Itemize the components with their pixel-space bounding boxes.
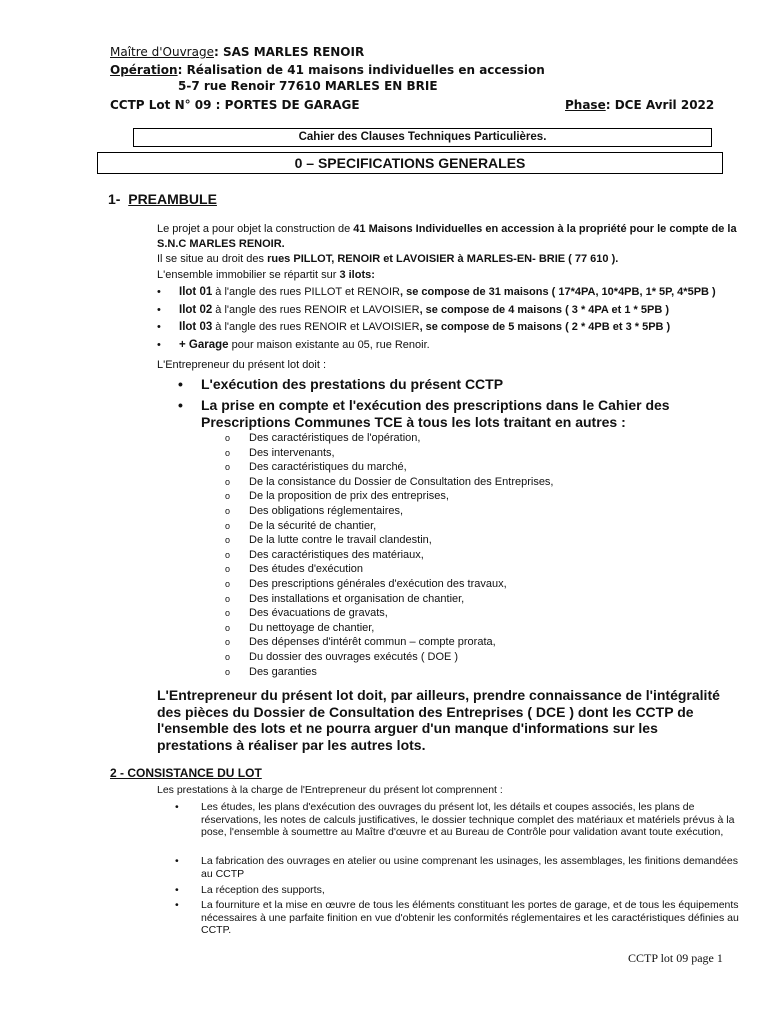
ilot-desc: à l'angle des rues PILLOT et RENOIR — [212, 286, 400, 298]
bullet-icon: • — [178, 376, 183, 392]
split-prefix: L'ensemble immobilier se répartit sur — [157, 269, 340, 281]
circle-bullet-icon: o — [225, 549, 231, 560]
mo-label: Maître d'Ouvrage — [110, 45, 214, 59]
split-bold: 3 ilots: — [339, 269, 375, 281]
header-address: 5-7 rue Renoir 77610 MARLES EN BRIE — [178, 79, 438, 93]
section1-title: PREAMBULE — [128, 191, 217, 207]
circle-bullet-icon: o — [225, 476, 231, 487]
list-item — [175, 884, 745, 897]
sub-item-text: Des installations et organisation de chantier, — [249, 592, 465, 605]
cahier-title: Cahier des Clauses Techniques Particulières. — [133, 128, 712, 147]
circle-bullet-icon: o — [225, 608, 231, 619]
bullet-icon: • — [175, 884, 179, 896]
circle-bullet-icon: o — [225, 652, 231, 662]
section1-heading — [108, 191, 217, 207]
list-item — [175, 801, 745, 839]
closing-paragraph: L'Entrepreneur du présent lot doit, par ailleurs, prendre connaissance de l'intégralité des pièces du Dossier de Consultation des Entreprises ( DCE ) dont les CCTP de l'ensemble des lots et ne pourra arguer d'un manque d'informations sur les prestations à réaliser par les autres lots. — [157, 687, 720, 753]
sub-item-text: Des garanties — [249, 665, 317, 678]
intro-bold: 41 Maisons Individuelles en accession à la propriété pour le compte de la S.N.C MARLES RENOIR. — [157, 223, 737, 250]
location-prefix: Il se situe au droit des — [157, 253, 268, 265]
sub-item-text: De la consistance du Dossier de Consultation des Entreprises, — [249, 475, 554, 488]
section1-number: 1- — [108, 191, 121, 207]
circle-bullet-icon: o — [225, 535, 231, 546]
sub-item-text: De la proposition de prix des entreprises, — [249, 490, 449, 503]
sub-item-text: Du nettoyage de chantier, — [249, 621, 375, 634]
ilot-detail: , se compose de 31 maisons ( 17*4PA, 10*4PB, 1* 5P, 4*5PB ) — [400, 286, 716, 298]
ilot-desc: à l'angle des rues RENOIR et LAVOISIER — [212, 304, 420, 316]
sub-item-text: Des intervenants, — [249, 446, 335, 459]
circle-bullet-icon: o — [225, 433, 231, 443]
must-item-text: La prise en compte et l'exécution des prescriptions dans le Cahier des Prescriptions Communes TCE à tous les lots traitant en autres : — [201, 397, 670, 430]
phase-label: Phase — [565, 98, 606, 112]
phase-value: : DCE Avril 2022 — [605, 98, 715, 112]
header-lot: CCTP Lot N° 09 : PORTES DE GARAGE — [110, 98, 360, 112]
circle-bullet-icon: o — [225, 520, 231, 531]
sub-item-text: Des études d'exécution — [249, 563, 364, 576]
bullet-icon: • — [157, 321, 161, 333]
circle-bullet-icon: o — [225, 579, 231, 589]
sub-item-text: Du dossier des ouvrages exécutés ( DOE ) — [249, 651, 459, 663]
consistance-item-text: La fabrication des ouvrages en atelier ou usine comprenant les usinages, les assemblages, les finitions demandées au CCTP — [201, 855, 738, 880]
header-operation — [110, 62, 545, 78]
circle-bullet-icon: o — [225, 593, 231, 604]
ilot-name: Ilot 02 — [179, 304, 213, 316]
section2-title: 2 - CONSISTANCE DU LOT — [110, 766, 262, 780]
location-paragraph — [157, 252, 618, 267]
bullet-icon: • — [175, 855, 179, 867]
sub-item-text: Des caractéristiques du marché, — [249, 461, 407, 474]
bullet-icon: • — [157, 286, 161, 298]
ilot-detail: , se compose de 4 maisons ( 3 * 4PA et 1 * 5PB ) — [419, 304, 669, 316]
sub-item-text: De la lutte contre le travail clandestin, — [249, 534, 432, 547]
bullet-icon: • — [175, 801, 179, 813]
section0-title: 0 – SPECIFICATIONS GENERALES — [97, 152, 723, 174]
bullet-icon: • — [157, 304, 161, 316]
ilot-desc: pour maison existante au 05, rue Renoir. — [228, 339, 430, 351]
bullet-icon: • — [175, 899, 179, 911]
op-value: : Réalisation de 41 maisons individuelles en accession — [177, 63, 545, 77]
bullet-icon: • — [178, 397, 183, 413]
sub-item-text: Des prescriptions générales d'exécution des travaux, — [249, 578, 507, 590]
header-phase — [565, 97, 714, 113]
list-item — [175, 899, 745, 937]
circle-bullet-icon: o — [225, 447, 231, 458]
sub-item-text: Des obligations réglementaires, — [249, 505, 404, 517]
intro-paragraph — [157, 222, 747, 252]
split-paragraph — [157, 268, 375, 283]
must-intro: L'Entrepreneur du présent lot doit : — [157, 359, 327, 371]
circle-bullet-icon: o — [225, 462, 231, 473]
ilot-desc: à l'angle des rues RENOIR et LAVOISIER — [212, 321, 420, 333]
op-label: Opération — [110, 63, 178, 77]
circle-bullet-icon: o — [225, 564, 231, 575]
sub-item-text: Des évacuations de gravats, — [249, 607, 388, 620]
ilot-name: + Garage — [179, 339, 229, 351]
location-bold: rues PILLOT, RENOIR et LAVOISIER à MARLES-EN- BRIE ( 77 610 ). — [267, 253, 619, 265]
must-item-text: L'exécution des prestations du présent CCTP — [201, 376, 504, 392]
header-mo — [110, 44, 364, 60]
sub-item-text: De la sécurité de chantier, — [249, 519, 377, 532]
circle-bullet-icon: o — [225, 637, 231, 648]
ilot-detail: , se compose de 5 maisons ( 2 * 4PB et 3 * 5PB ) — [419, 321, 671, 333]
bullet-icon: • — [157, 339, 161, 351]
circle-bullet-icon: o — [225, 666, 231, 677]
circle-bullet-icon: o — [225, 506, 231, 516]
consistance-item-text: Les études, les plans d'exécution des ouvrages du présent lot, les détails et coupes associés, les plans de réservations, les notes de calculs justificatives, le dossier technique complet des matériaux et matériels prévus à la pose, l'ensemble à soumettre au Maître d'œuvre et au Bureau de Contrôle pour validation avant toute exécution, — [201, 801, 735, 838]
ilot-name: Ilot 03 — [179, 321, 213, 333]
list-item — [175, 855, 745, 880]
sub-item-text: Des caractéristiques de l'opération, — [249, 432, 421, 444]
sub-item-text: Des dépenses d'intérêt commun – compte prorata, — [249, 636, 496, 649]
sub-item-text: Des caractéristiques des matériaux, — [249, 548, 424, 561]
section2-intro: Les prestations à la charge de l'Entrepreneur du présent lot comprennent : — [157, 784, 503, 796]
circle-bullet-icon: o — [225, 622, 231, 633]
intro-prefix: Le projet a pour objet la construction de — [157, 223, 354, 235]
consistance-item-text: La réception des supports, — [201, 884, 325, 896]
circle-bullet-icon: o — [225, 491, 231, 502]
ilot-name: Ilot 01 — [179, 286, 213, 298]
mo-value: : SAS MARLES RENOIR — [213, 45, 365, 59]
consistance-item-text: La fourniture et la mise en œuvre de tous les éléments constituant les portes de garage, et de tous les équipements nécessaires à une parfaite finition en vue d'obtenir les conformités réglementaires et les caractéristiques définies au CCTP. — [201, 899, 739, 936]
page-footer: CCTP lot 09 page 1 — [628, 951, 723, 965]
